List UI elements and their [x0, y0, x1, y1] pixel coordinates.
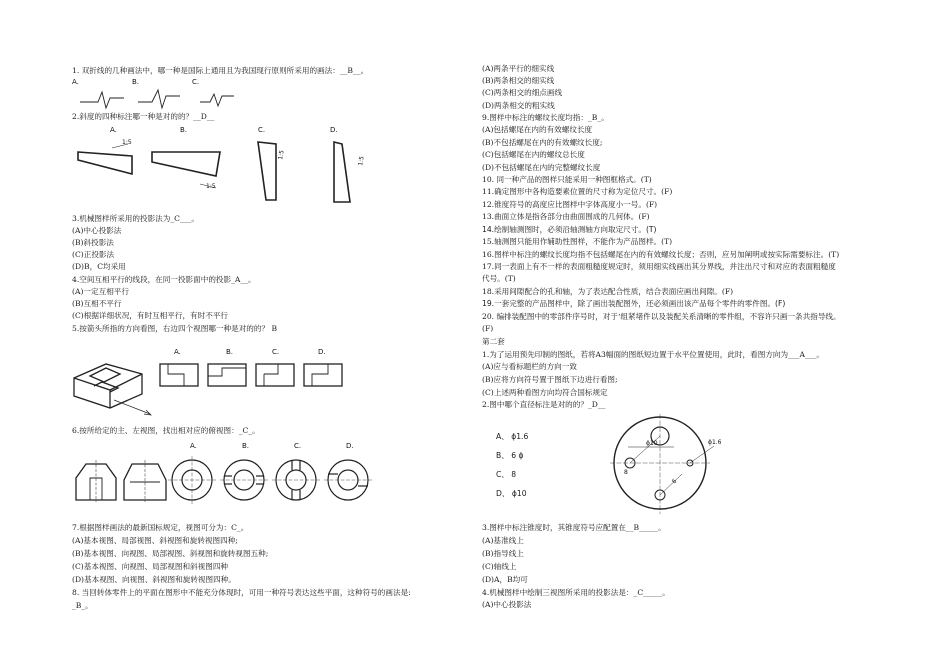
q1-break-line-b: [138, 90, 180, 108]
q5-isometric-part: [74, 364, 151, 415]
q9-option-d: (D)不包括螺尾在内的完整螺纹长度: [482, 163, 601, 172]
q1-break-line-a: [80, 92, 124, 108]
q2-slope-label-a: 1:5: [122, 139, 132, 146]
question-17: 17.同一表面上有不一样的表面粗糙度规定时，须用细实线画出其分界线，并注出尺寸和对应的表面粗糙度: [482, 262, 836, 271]
q4-option-c: (C)根据详细状况，有时互相平行，有时不平行: [72, 311, 229, 320]
set2-q3-option-b: (B)指导线上: [482, 549, 524, 558]
set2-q2-option-d: D、 ϕ10: [496, 489, 527, 498]
set2-question-4: 4.机械图样中绘制三视图所采用的投影法是：_C_____。: [482, 588, 670, 597]
question-2: 2.斜度的四种标注哪一种是对的的？__D__: [72, 112, 215, 121]
question-15: 15.轴测图只能用作辅助性图样，不能作为产品图样。(T): [482, 237, 673, 246]
q4-option-b: (B)互相不平行: [72, 299, 122, 308]
q3-option-d: (D)B，C均采用: [72, 262, 126, 271]
q6-top-view-d: [324, 460, 372, 500]
q7-option-d: (D)基本视图、向视图、斜视图和旋转视图四种。: [72, 575, 236, 584]
q9-option-b: (B)不包括螺尾在内的有效螺纹长度;: [482, 138, 603, 147]
question-3: 3.机械图样所采用的投影法为_C___。: [72, 214, 199, 223]
question-18: 18.采用间隙配合的孔和轴，为了表达配合性质，结合表面应画出间隙。(F): [482, 287, 734, 296]
set2-q4-option-a: (A)中心投影法: [482, 600, 532, 609]
q5-view-d: [304, 364, 342, 386]
q8-answer: _B_。: [72, 601, 93, 610]
set2-q2-option-b: B、 6 ϕ: [496, 451, 524, 460]
q8-option-b: (B)两条相交的细实线: [482, 76, 555, 85]
q6-front-view: [76, 460, 116, 502]
q1-break-line-c: [200, 94, 234, 106]
q6-option-c-label: C.: [294, 442, 302, 450]
question-11: 11.确定图形中各构造要素位置的尺寸称为定位尺寸。(F): [482, 187, 673, 196]
set2-q2-circle-figure: [610, 410, 740, 520]
q3-option-c: (C)正投影法: [72, 250, 115, 259]
set2-question-1: 1.为了运用预先印制的图纸，若将A3幅面的图纸短边置于水平位置使用，此时，看图方向为___A___。: [482, 350, 824, 359]
question-20: 20. 编排装配图中的零部件序号时，对于‘组紧堵件以及装配关系清晰的零件组，不容许只画一条共指导线。: [482, 312, 841, 321]
q6-top-view-a: [168, 456, 216, 504]
q2-slope-label-c: 1:5: [277, 149, 286, 161]
question-7: 7.根据图样画法的最新国标规定，视图可分为：C_。: [72, 523, 249, 532]
q3-option-a: (A)中心投影法: [72, 226, 122, 235]
question-4: 4.空间互相平行的线段，在同一投影面中的投影_A__。: [72, 275, 256, 284]
q7-option-c: (C)基本视图、向视图、局部视图和斜视图四种: [72, 562, 229, 571]
q1-break-line-figures: [72, 76, 272, 106]
dim-8: 8: [624, 469, 628, 476]
q2-figure-a: [78, 152, 132, 174]
set2-question-2: 2.图中哪个直径标注是对的的？_D__: [482, 400, 606, 409]
q6-view-figures: [72, 438, 392, 508]
q5-view-figures: [72, 340, 392, 420]
q6-side-view: [124, 460, 166, 502]
dim-phi10: ϕ10: [646, 440, 658, 447]
q6-option-b-label: B.: [242, 442, 250, 450]
q7-option-b: (B)基本视图、向视图、局部视图、斜视图和旋转视图五种;: [72, 549, 269, 558]
dim-phi16: ϕ1.6: [708, 439, 722, 446]
question-14: 14.绘制轴测图时，必须沿轴测轴方向取定尺寸。(T): [482, 225, 657, 234]
set2-q1-option-c: (C)上述两种看图方向均符合国标规定: [482, 388, 608, 397]
set2-q3-option-c: (C)轴线上: [482, 562, 517, 571]
dim-6: 6: [670, 477, 679, 486]
q5-view-a: [160, 364, 198, 386]
section-heading: 第二套: [482, 337, 505, 346]
q8-option-d: (D)两条相交的粗实线: [482, 101, 555, 110]
q6-top-view-c: [272, 460, 320, 500]
q2-figure-b: [152, 152, 220, 176]
q8-option-c: (C)两条相交的细点画线: [482, 88, 563, 97]
q7-option-a: (A)基本视图、局部视图、斜视图和旋转视图四种;: [72, 536, 238, 545]
question-6: 6.按所给定的主、左视图，找出相对应的俯视图：_C_。: [72, 426, 260, 435]
q6-option-a-label: A.: [190, 442, 197, 450]
question-20-cont: (F): [482, 324, 494, 333]
q5-option-b-label: B.: [226, 348, 234, 356]
question-5: 5.按箭头所指的方向看图，右边四个视图哪一种是对的的？ B: [72, 324, 278, 333]
set2-q2-option-a: A、 ϕ1.6: [496, 432, 529, 441]
q3-option-b: (B)斜投影法: [72, 238, 114, 247]
q6-option-d-label: D.: [346, 442, 354, 450]
question-8: 8. 当回转体零件上的平面在图形中不能充分体现时，可用一种符号表达这些平面，这种符号的画法是:: [72, 588, 411, 597]
set2-question-3: 3.图样中标注锥度时，其锥度符号应配置在__B_____。: [482, 523, 666, 532]
q5-option-a-label: A.: [174, 348, 181, 356]
q1-option-a-label: A.: [72, 78, 79, 86]
q6-top-view-b: [220, 460, 268, 500]
set2-q3-option-d: (D)A，B均可: [482, 575, 528, 584]
q2-option-c-label: C.: [258, 126, 266, 134]
question-12: 12.锥度符号的高度应比图样中字体高度小一号。(F): [482, 200, 658, 209]
q5-view-b: [208, 364, 246, 386]
question-13: 13.曲面立体是指各部分由曲面围成的几何体。(F): [482, 212, 650, 221]
q2-figure-d: [334, 142, 350, 202]
set2-q3-option-a: (A)基准线上: [482, 536, 524, 545]
q5-option-c-label: C.: [272, 348, 280, 356]
q8-option-a: (A)两条平行的细实线: [482, 64, 555, 73]
q2-option-b-label: B.: [180, 126, 188, 134]
question-1: 1. 双折线的几种画法中，哪一种是国际上通用且为我国现行原则所采用的画法：__B__。: [72, 66, 369, 75]
q2-option-a-label: A.: [110, 126, 117, 134]
set2-q1-option-b: (B)应将方向符号置于图纸下边进行看图;: [482, 375, 618, 384]
q2-figure-c: [258, 142, 276, 200]
set2-q2-option-c: C、 8: [496, 470, 517, 479]
q1-option-c-label: C.: [192, 78, 200, 86]
q9-option-a: (A)包括螺尾在内的有效螺纹长度: [482, 125, 593, 134]
q5-option-d-label: D.: [318, 348, 326, 356]
q4-option-a: (A)一定互相平行: [72, 287, 129, 296]
question-19: 19.一套完整的产品图样中，除了画出装配图外，还必须画出该产品每个零件的零件图。(F): [482, 299, 786, 308]
q2-slope-label-d: 1:5: [357, 155, 366, 167]
question-9: 9.图样中标注的螺纹长度均指：_B_。: [482, 113, 609, 122]
q2-slope-label-b: 1:5: [206, 183, 216, 190]
q5-view-c: [256, 364, 294, 386]
q9-option-c: (C)包括螺尾在内的螺纹总长度: [482, 150, 585, 159]
q2-slope-figures: [72, 122, 392, 212]
question-10: 10. 同一种产品的图样只能采用一种图框格式。(T): [482, 175, 652, 184]
question-16: 16.图样中标注的螺纹长度均指不包括螺尾在内的有效螺纹长度；否则，应另加阐明或按实际需要标注。(T): [482, 250, 840, 259]
q1-option-b-label: B.: [132, 78, 140, 86]
set2-q1-option-a: (A)应与看标题栏的方向一致: [482, 362, 577, 371]
q2-option-d-label: D.: [330, 126, 338, 134]
question-17-cont: 代号。(T): [482, 274, 516, 283]
